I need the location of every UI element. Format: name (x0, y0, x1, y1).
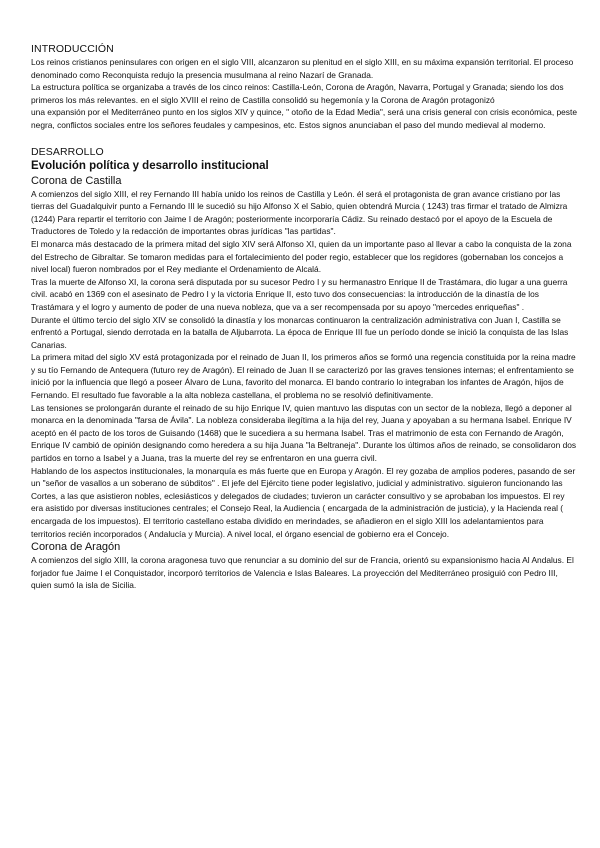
desarrollo-heading: DESARROLLO (31, 145, 104, 158)
section-spacer (31, 132, 577, 146)
castilla-heading: Corona de Castilla (31, 174, 122, 187)
desarrollo-subheading: Evolución política y desarrollo institucional (31, 159, 269, 172)
castilla-paragraph: Tras la muerte de Alfonso XI, la corona será disputada por su sucesor Pedro I y su hermanastro Enrique II de Trastámara, dio lugar a una guerra civil. acabó en 1369 con el asesinato de Pedro I y la victoria Enrique II, esto tuvo dos consecuencias: la introducción de la dinastía de los Trastámara y el logro y aumento de poder de una nueva nobleza, que va a ser recompensada por su apoyo "mercedes enriqueñas" . (31, 276, 568, 312)
castilla-paragraph: A comienzos del siglo XIII, el rey Fernando III había unido los reinos de Castilla y León. él será el protagonista de gran avance cristiano por las tierras del Guadalquivir punto a Fernando III le sucedió su hijo Alfonso X el Sabio, quien obtendrá Murcia ( 1243) tras firmar el tratado de Almizra (1244) Para repartir el territorio con Jaime I de Aragón; posteriormente incorporaría Cádiz. Su reinado destacó por el apoyo de la Escuela de Traductores de Toledo y la redacción de importantes obras jurídicas "las partidas". (31, 188, 568, 237)
intro-paragraph: una expansión por el Mediterráneo punto en los siglos XIV y quince, " otoño de la Edad Media", será una crisis general con crisis económica, peste negra, conflictos sociales entre los señores feudales y campesinos, etc. Estos signos anunciaban el paso del mundo medieval al moderno. (31, 107, 577, 130)
intro-paragraph: Los reinos cristianos peninsulares con origen en el siglo VIII, alcanzaron su plenitud en el siglo XIII, en su máxima expansión territorial. El proceso denominado como Reconquista redujo la presencia musulmana al reino Nazarí de Granada. (31, 57, 574, 80)
castilla-paragraph: El monarca más destacado de la primera mitad del siglo XIV será Alfonso XI, quien da un importante paso al llevar a cabo la conquista de la zona del Estrecho de Gibraltar. Se tomaron medidas para el fortalecimiento del poder regio, establecer que los regidores (gobernaban los concejos a nivel local) fueron nombrados por el Rey mediante el Ordenamiento de Alcalá. (31, 238, 572, 275)
castilla-paragraph: La primera mitad del siglo XV está protagonizada por el reinado de Juan II, los primeros años se formó una regencia constituida por la reina madre y su tío Fernando de Antequera (futuro rey de Aragón). El reinado de Juan II se caracterizó por las graves tensiones internas; el enfrentamiento se inició por la influencia que llegó a poseer Álvaro de Luna, favorito del monarca. El bando contrario lo integraban los infantes de Aragón, hijos de Fernando. El resultado fue favorable a la alta nobleza castellana, el problema no se resolvió definitivamente. (31, 352, 576, 401)
aragon-paragraph: A comienzos del siglo XIII, la corona aragonesa tuvo que renunciar a su dominio del sur de Francia, orientó su expansionismo hacia Al Andalus. El forjador fue Jaime I el Conquistador, incorporó territorios de Valencia e Islas Baleares. La proyección del Mediterráneo prosiguió con Pedro III, quien sumó la isla de Sicilia. (31, 555, 574, 591)
intro-heading: INTRODUCCIÓN (31, 43, 114, 55)
document-content (31, 43, 577, 592)
aragon-heading: Corona de Aragón (31, 541, 121, 554)
castilla-paragraph: Las tensiones se prolongarán durante el reinado de su hijo Enrique IV, quien mantuvo las disputas con un sector de la nobleza, llegó a deponer al monarca en la denominada "farsa de Ávila". La nobleza consideraba ilegítima a la hija del rey, Juana y apoyaban a su hermana Isabel. Enrique IV aceptó en él pacto de los toros de Guisando (1468) que le sucediera a su hermana Isabel. Tras el matrimonio de esta con Fernando de Aragón, Enrique IV cambió de opinión designando como heredera a su hija Juana "la Beltraneja". Durante los últimos años de reinado, se consolidaron dos partidos en torno a Isabel y a Juana, tras la muerte del rey se enfrentaron en una guerra civil. (31, 402, 577, 464)
intro-paragraph: La estructura política se organizaba a través de los cinco reinos: Castilla-León, Corona de Aragón, Navarra, Portugal y Granada; siendo los dos primeros los más relevantes. en el siglo XVIII el reino de Castilla consolidó su hegemonía y la Corona de Aragón protagonizó (31, 82, 564, 105)
castilla-paragraph: Durante el último tercio del siglo XIV se consolidó la dinastía y los monarcas continuaron la centralización administrativa con Juan I, Castilla se enfrentó a Portugal, siendo derrotada en la batalla de Aljubarrota. La época de Enrique III fue un período donde se inició la conquista de las Islas Canarias. (31, 314, 569, 350)
castilla-paragraph: Hablando de los aspectos institucionales, la monarquía es más fuerte que en Europa y Aragón. El rey gozaba de amplios poderes, pasando de ser un "señor de vasallos a un soberano de súbditos" . El jefe del Ejército tiene poder legislativo, judicial y administrativo. siguieron funcionando las Cortes, a las que asistieron nobles, eclesiásticos y delegados de ciudades; tuvieron un carácter consultivo y se aprobaban los impuestos. El rey era asistido por diversas instituciones centrales; el Consejo Real, la Audiencia ( encargada de la administración de justicia), y la Hacienda real ( encargada de los impuestos). El territorio castellano estaba dividido en merindades, se añadieron en el siglo XIII los adelantamientos para territorios recién incorporados ( Andalucía y Murcia). A nivel local, el órgano esencial de gobierno era el Concejo. (31, 465, 576, 539)
